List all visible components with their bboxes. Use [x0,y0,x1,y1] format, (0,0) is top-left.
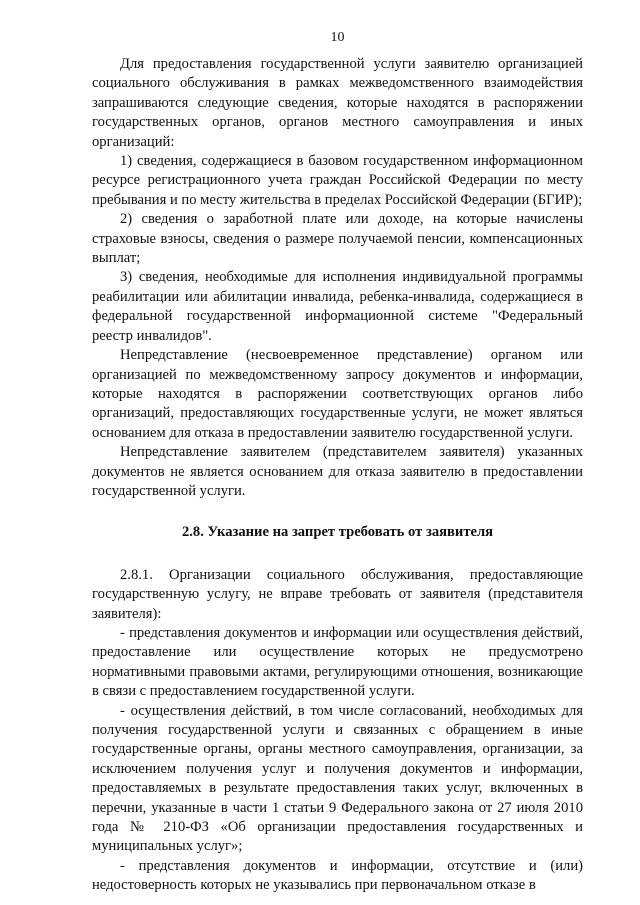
prohibition-item-3: - представления документов и информации, отсутствие и (или) недостоверность которых не указывались при первоначальном отказе в [92,857,583,894]
clause-2-8-1: 2.8.1. Организации социального обслуживания, предоставляющие государственную услугу, не вправе требовать от заявителя (представителя заявителя): [92,566,583,622]
prohibition-item-2: - осуществления действий, в том числе согласований, необходимых для получения государственной услуги и связанных с обращением в иные государственные органы, органы местного самоуправления, организации, за исключением получения услуг и получения документов и информации, предоставляемых в результате предоставления таких услуг, включенных в перечни, указанные в части 1 статьи 9 Федерального закона от 27 июля 2010 года № 210-ФЗ «Об организации предоставления государственных и муниципальных услуг»; [92,702,583,855]
prohibition-item-1: - представления документов и информации или осуществления действий, предоставление или осуществление которых не предусмотрено нормативными правовыми актами, регулирующими отношения, возникающие в связи с предоставлением государственной услуги. [92,624,583,700]
list-item-2: 2) сведения о заработной плате или доходе, на которые начислены страховые взносы, сведения о размере получаемой пенсии, компенсационных выплат; [92,211,583,267]
non-submission-by-applicant-paragraph: Непредставление заявителем (представителем заявителя) указанных документов не является основанием для отказа заявителю в предоставлении государственной услуги. [92,444,583,499]
section-heading: 2.8. Указание на запрет требовать от заявителя [181,524,494,541]
list-item-3: 3) сведения, необходимые для исполнения индивидуальной программы реабилитации или абилитации инвалида, ребенка-инвалида, содержащиеся в федеральной государственной информационной системе "Федеральный реестр инвалидов". [92,269,583,344]
list-item-1: 1) сведения, содержащиеся в базовом государственном информационном ресурсе регистрационного учета граждан Российской Федерации по месту пребывания и по месту жительства в пределах Российской Федерации (БГИР); [92,153,583,208]
intro-paragraph: Для предоставления государственной услуги заявителю организацией социального обслуживания в рамках межведомственного взаимодействия запрашиваются следующие сведения, которые находятся в распоряжении государственных органов, органов местного самоуправления и иных организаций: [92,56,583,150]
non-submission-by-agency-paragraph: Непредставление (несвоевременное представление) органом или организацией по межведомственному запросу документов и информации, которые находятся в распоряжении соответствующих органов либо организаций, предоставляющих государственные услуги, не может являться основанием для отказа в предоставлении заявителю государственной услуги. [92,347,583,441]
page-number: 10 [330,30,345,45]
